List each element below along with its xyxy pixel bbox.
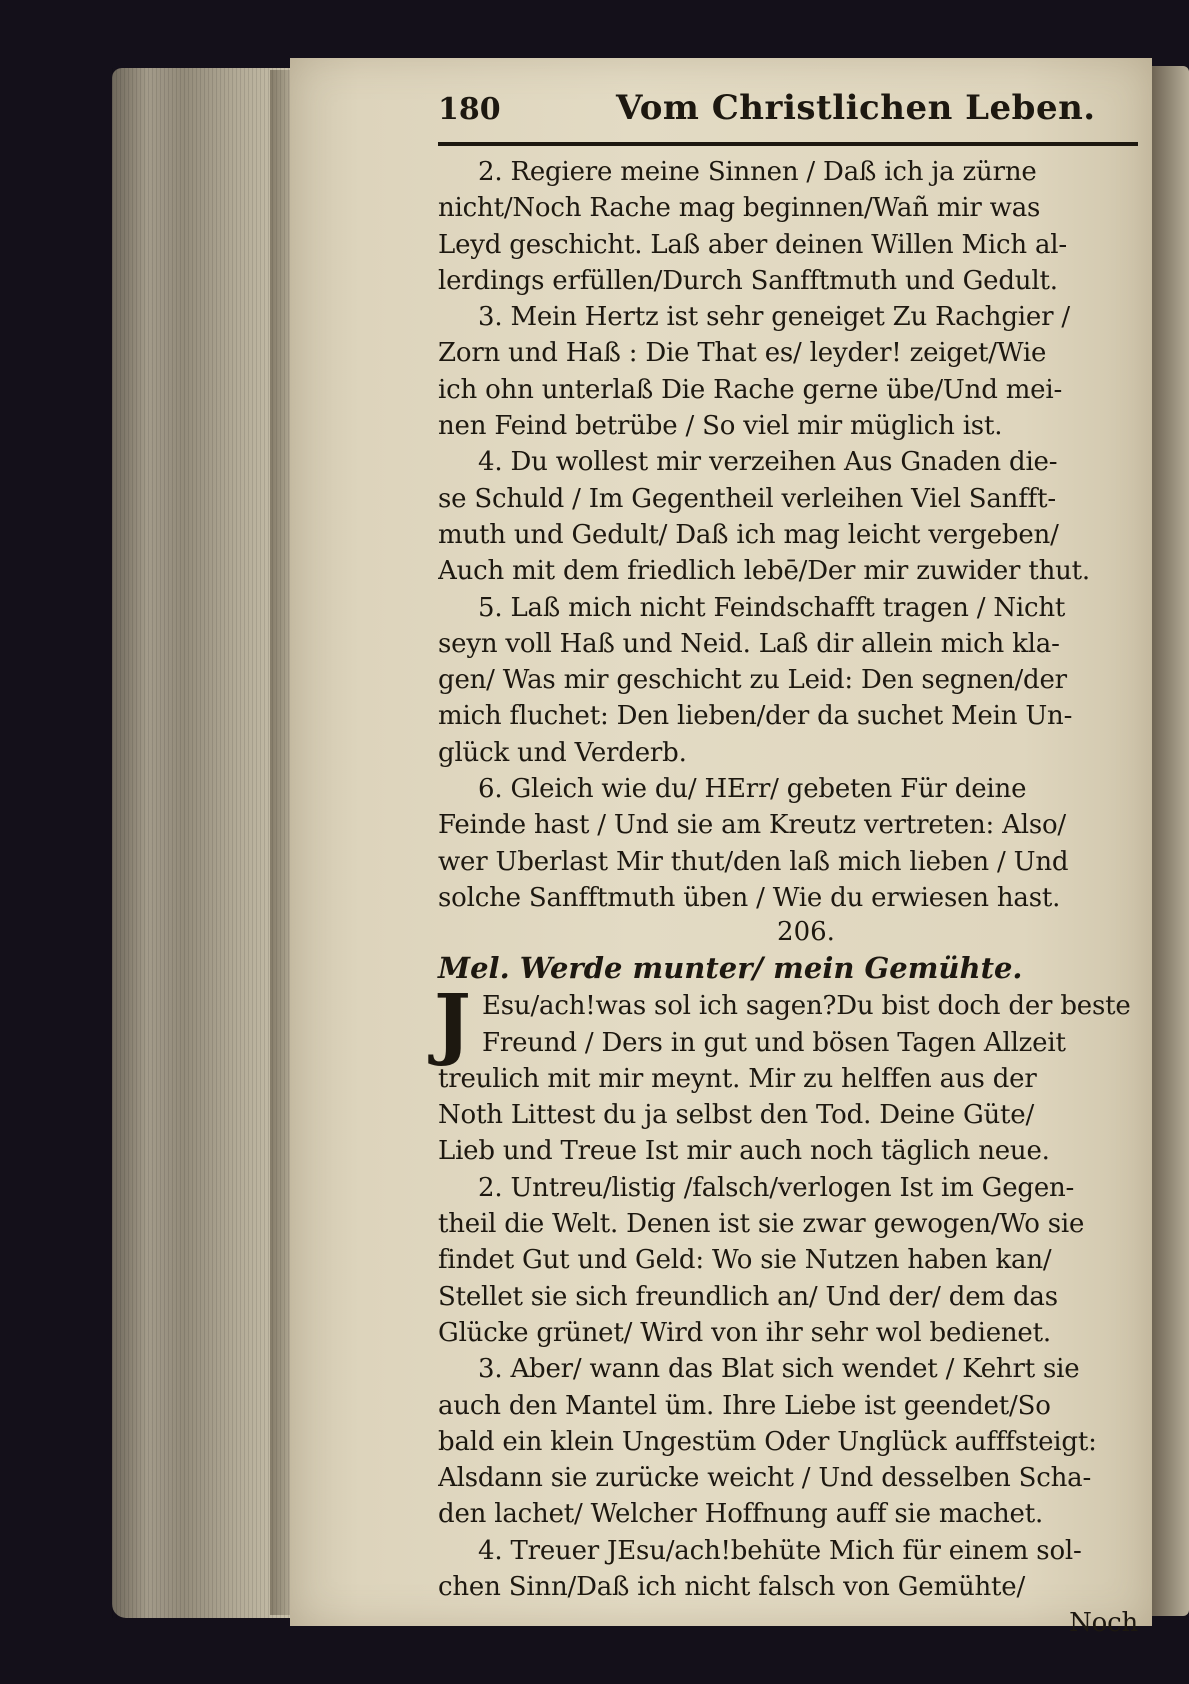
text-line: nen Feind betrübe / So viel mir müglich ist. bbox=[438, 411, 1003, 442]
text-line: mich fluchet: Den lieben/der da suchet Mein Un- bbox=[438, 701, 1073, 732]
page-block-edges bbox=[112, 68, 290, 1618]
text-line: bald ein klein Ungestüm Oder Unglück aufffsteigt: bbox=[438, 1426, 1097, 1457]
text-line: Auch mit dem friedlich lebē/Der mir zuwider thut. bbox=[438, 556, 1090, 587]
text-line: Alsdann sie zurücke weicht / Und desselben Scha- bbox=[438, 1463, 1092, 1494]
header-rule bbox=[438, 142, 1138, 146]
page-number: 180 bbox=[438, 92, 501, 127]
page-content bbox=[434, 88, 1144, 1642]
text-line: 4. Treuer JEsu/ach!behüte Mich für einem sol- bbox=[478, 1535, 1082, 1566]
text-line: findet Gut und Geld: Wo sie Nutzen haben kan/ bbox=[438, 1245, 1052, 1276]
drop-cap: J bbox=[434, 978, 471, 1070]
text-line: 5. Laß mich nicht Feindschafft tragen / Nicht bbox=[478, 592, 1066, 623]
hymn-205-text bbox=[438, 154, 1144, 916]
hymn-206-text bbox=[434, 978, 1144, 1641]
text-line: Noth Littest du ja selbst den Tod. Deine Güte/ bbox=[438, 1100, 1035, 1131]
melody-heading: Mel. Werde munter/ mein Gemühte. bbox=[438, 951, 1023, 986]
hymn-number: 206. bbox=[777, 917, 835, 948]
text-line: 3. Mein Hertz ist sehr geneiget Zu Rachgier / bbox=[478, 302, 1070, 333]
text-line: 2. Untreu/listig /falsch/verlogen Ist im Gegen- bbox=[478, 1172, 1075, 1203]
text-line: Freund / Ders in gut und bösen Tagen Allzeit bbox=[482, 1027, 1066, 1058]
text-line: Lieb und Treue Ist mir auch noch täglich neue. bbox=[438, 1136, 1050, 1167]
text-line: solche Sanfftmuth üben / Wie du erwiesen hast. bbox=[438, 882, 1061, 913]
text-line: chen Sinn/Daß ich nicht falsch von Gemühte/ bbox=[438, 1571, 1026, 1602]
text-line: treulich mit mir meynt. Mir zu helffen aus der bbox=[438, 1063, 1037, 1094]
text-line: Feinde hast / Und sie am Kreutz vertreten: Also/ bbox=[438, 810, 1066, 841]
text-line: se Schuld / Im Gegentheil verleihen Viel Sanfft- bbox=[438, 483, 1056, 514]
text-line: den lachet/ Welcher Hoffnung auff sie machet. bbox=[438, 1499, 1044, 1530]
text-line: auch den Mantel üm. Ihre Liebe ist geendet/So bbox=[438, 1390, 1051, 1421]
text-line: Stellet sie sich freundlich an/ Und der/ dem das bbox=[438, 1281, 1058, 1312]
text-line: wer Uberlast Mir thut/den laß mich lieben / Und bbox=[438, 846, 1069, 877]
text-line: ich ohn unterlaß Die Rache gerne übe/Und mei- bbox=[438, 374, 1063, 405]
text-line: theil die Welt. Denen ist sie zwar gewogen/Wo sie bbox=[438, 1209, 1085, 1240]
text-line: gen/ Was mir geschicht zu Leid: Den segnen/der bbox=[438, 665, 1067, 696]
dropcap-block bbox=[434, 978, 1144, 1070]
text-line: Esu/ach!was sol ich sagen?Du bist doch der beste bbox=[482, 991, 1131, 1022]
facing-page-edge bbox=[1150, 66, 1189, 1616]
running-title: Vom Christlichen Leben. bbox=[616, 88, 1096, 128]
catchword: Noch bbox=[1069, 1608, 1138, 1639]
text-line: seyn voll Haß und Neid. Laß dir allein mich kla- bbox=[438, 628, 1060, 659]
text-line: 2. Regiere meine Sinnen / Daß ich ja zürne bbox=[478, 157, 1037, 187]
text-line: glück und Verderb. bbox=[438, 737, 687, 768]
text-line: Zorn und Haß : Die That es/ leyder! zeiget/Wie bbox=[438, 338, 1047, 369]
text-line: nicht/Noch Rache mag beginnen/Wañ mir was bbox=[438, 193, 1041, 224]
text-line: 6. Gleich wie du/ HErr/ gebeten Für deine bbox=[478, 774, 1027, 805]
text-line: 4. Du wollest mir verzeihen Aus Gnaden die- bbox=[478, 447, 1058, 478]
page-header bbox=[438, 88, 1144, 136]
text-line: lerdings erfüllen/Durch Sanfftmuth und Gedult. bbox=[438, 265, 1058, 296]
text-line: 3. Aber/ wann das Blat sich wendet / Kehrt sie bbox=[478, 1354, 1080, 1385]
text-line: Glücke grünet/ Wird von ihr sehr wol bedienet. bbox=[438, 1317, 1051, 1348]
text-line: Leyd geschicht. Laß aber deinen Willen Mich al- bbox=[438, 229, 1067, 260]
text-line: muth und Gedult/ Daß ich mag leicht vergeben/ bbox=[438, 519, 1059, 550]
